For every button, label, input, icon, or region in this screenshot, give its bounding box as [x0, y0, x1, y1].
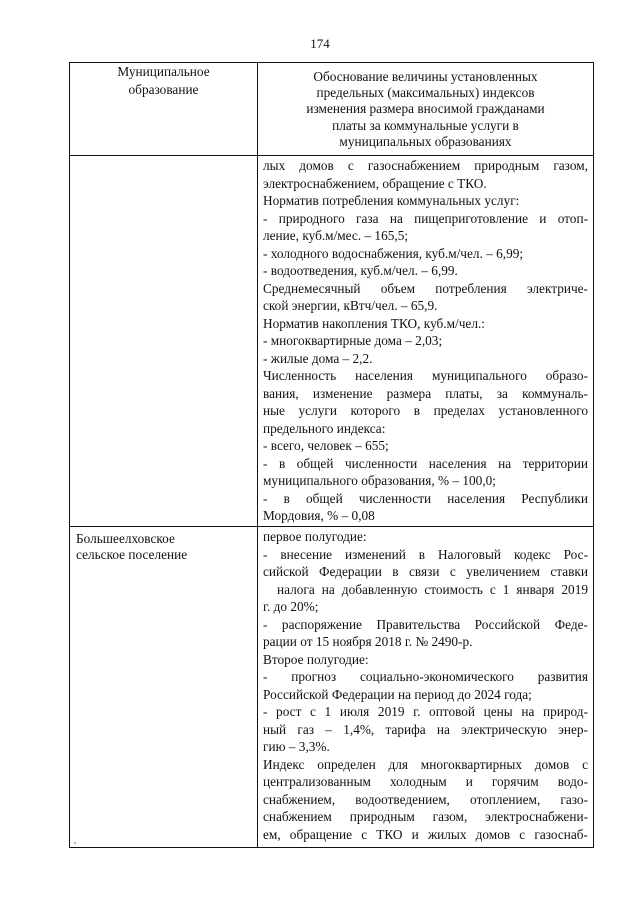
text-line: электроснабжением, обращение с ТКО.	[263, 175, 487, 191]
text-line: ление, куб.м/мес. – 165,5;	[263, 228, 409, 243]
text-line: - жилые дома – 2,2.	[263, 350, 373, 366]
text-line: ской энергии, кВтч/чел. – 65,9.	[263, 298, 438, 313]
text-line: - всего, человек – 655;	[263, 438, 389, 453]
text-line: сийской Федерации в связи с увеличением ставки	[263, 564, 588, 579]
municipality-name-line: Большеелховское	[76, 531, 175, 546]
justification-cell	[258, 156, 594, 527]
text-line: снабжением, водоотведением, отоплением, газо-	[263, 791, 588, 807]
header-right-line: Обоснование величины установленных	[313, 69, 538, 84]
text-line: - многоквартирные дома – 2,03;	[263, 333, 443, 348]
text-line: Индекс определен для многоквартирных домов с	[263, 756, 588, 772]
header-right-line: муниципальных образованиях	[339, 133, 512, 149]
header-right-line: платы за коммунальные услуги в	[332, 117, 519, 133]
header-right-line: предельных (максимальных) индексов	[316, 85, 535, 101]
text-line: предельного индекса:	[263, 420, 386, 436]
municipality-name-line: сельское поселение	[76, 547, 188, 562]
text-line: лых домов с газоснабжением природным газом,	[263, 158, 588, 173]
text-line: налога на добавленную стоимость с 1 января 2019	[277, 581, 588, 597]
text-line: Мордовия, % – 0,08	[263, 508, 375, 523]
text-line: ем, обращение с ТКО и жилых домов с газоснаб-	[263, 826, 588, 842]
header-right-line: изменения размера вносимой гражданами	[306, 101, 545, 117]
text-line: Второе полугодие:	[263, 651, 369, 667]
header-left-line: образование	[128, 81, 199, 97]
text-line: централизованным холодным и горячим водо-	[263, 774, 588, 789]
municipality-cell	[70, 527, 258, 848]
scan-speck	[74, 842, 76, 844]
page-number: 174	[310, 36, 330, 51]
text-line: ный газ – 1,4%, тарифа на электрическую энер-	[263, 721, 588, 737]
text-line: ные услуги которого в пределах установленного	[263, 403, 588, 418]
text-line: рации от 15 ноября 2018 г. № 2490-р.	[263, 634, 473, 649]
text-line: - водоотведения, куб.м/чел. – 6,99.	[263, 263, 458, 278]
text-line: г. до 20%;	[263, 599, 319, 614]
header-justification	[258, 63, 594, 156]
table-row	[70, 527, 594, 848]
text-line: Норматив накопления ТКО, куб.м/чел.:	[263, 315, 485, 331]
table-row	[70, 156, 594, 527]
header-municipality	[70, 63, 258, 156]
text-line: первое полугодие:	[263, 529, 367, 544]
text-line: муниципального образования, % – 100,0;	[263, 473, 496, 488]
text-line: вания, изменение размера платы, за коммуналь-	[263, 385, 588, 401]
header-left-line: Муниципальное	[117, 64, 210, 79]
justification-cell	[258, 527, 594, 848]
text-line: - прогноз социально-экономического развития	[263, 669, 588, 684]
text-line: - внесение изменений в Налоговый кодекс Рос-	[263, 546, 588, 562]
text-line: - рост с 1 июля 2019 г. оптовой цены на природ-	[263, 704, 588, 719]
text-line: - распоряжение Правительства Российской Феде-	[263, 616, 588, 632]
municipality-cell	[70, 156, 258, 527]
text-line: - в общей численности населения на территории	[263, 455, 588, 471]
text-line: гию – 3,3%.	[263, 739, 330, 754]
text-line: Российской Федерации на период до 2024 года;	[263, 686, 532, 702]
justification-table	[69, 62, 594, 848]
text-line: - в общей численности населения Республики	[263, 490, 588, 506]
text-line: Численность населения муниципального образо-	[263, 368, 588, 383]
text-line: снабжением природным газом, электроснабжени-	[263, 809, 588, 824]
text-line: Среднемесячный объем потребления электриче-	[263, 280, 588, 296]
text-line: - холодного водоснабжения, куб.м/чел. – 6,99;	[263, 245, 524, 261]
table-header-row	[70, 63, 594, 156]
text-line: Норматив потребления коммунальных услуг:	[263, 193, 520, 208]
text-line: - природного газа на пищеприготовление и отоп-	[263, 210, 588, 226]
